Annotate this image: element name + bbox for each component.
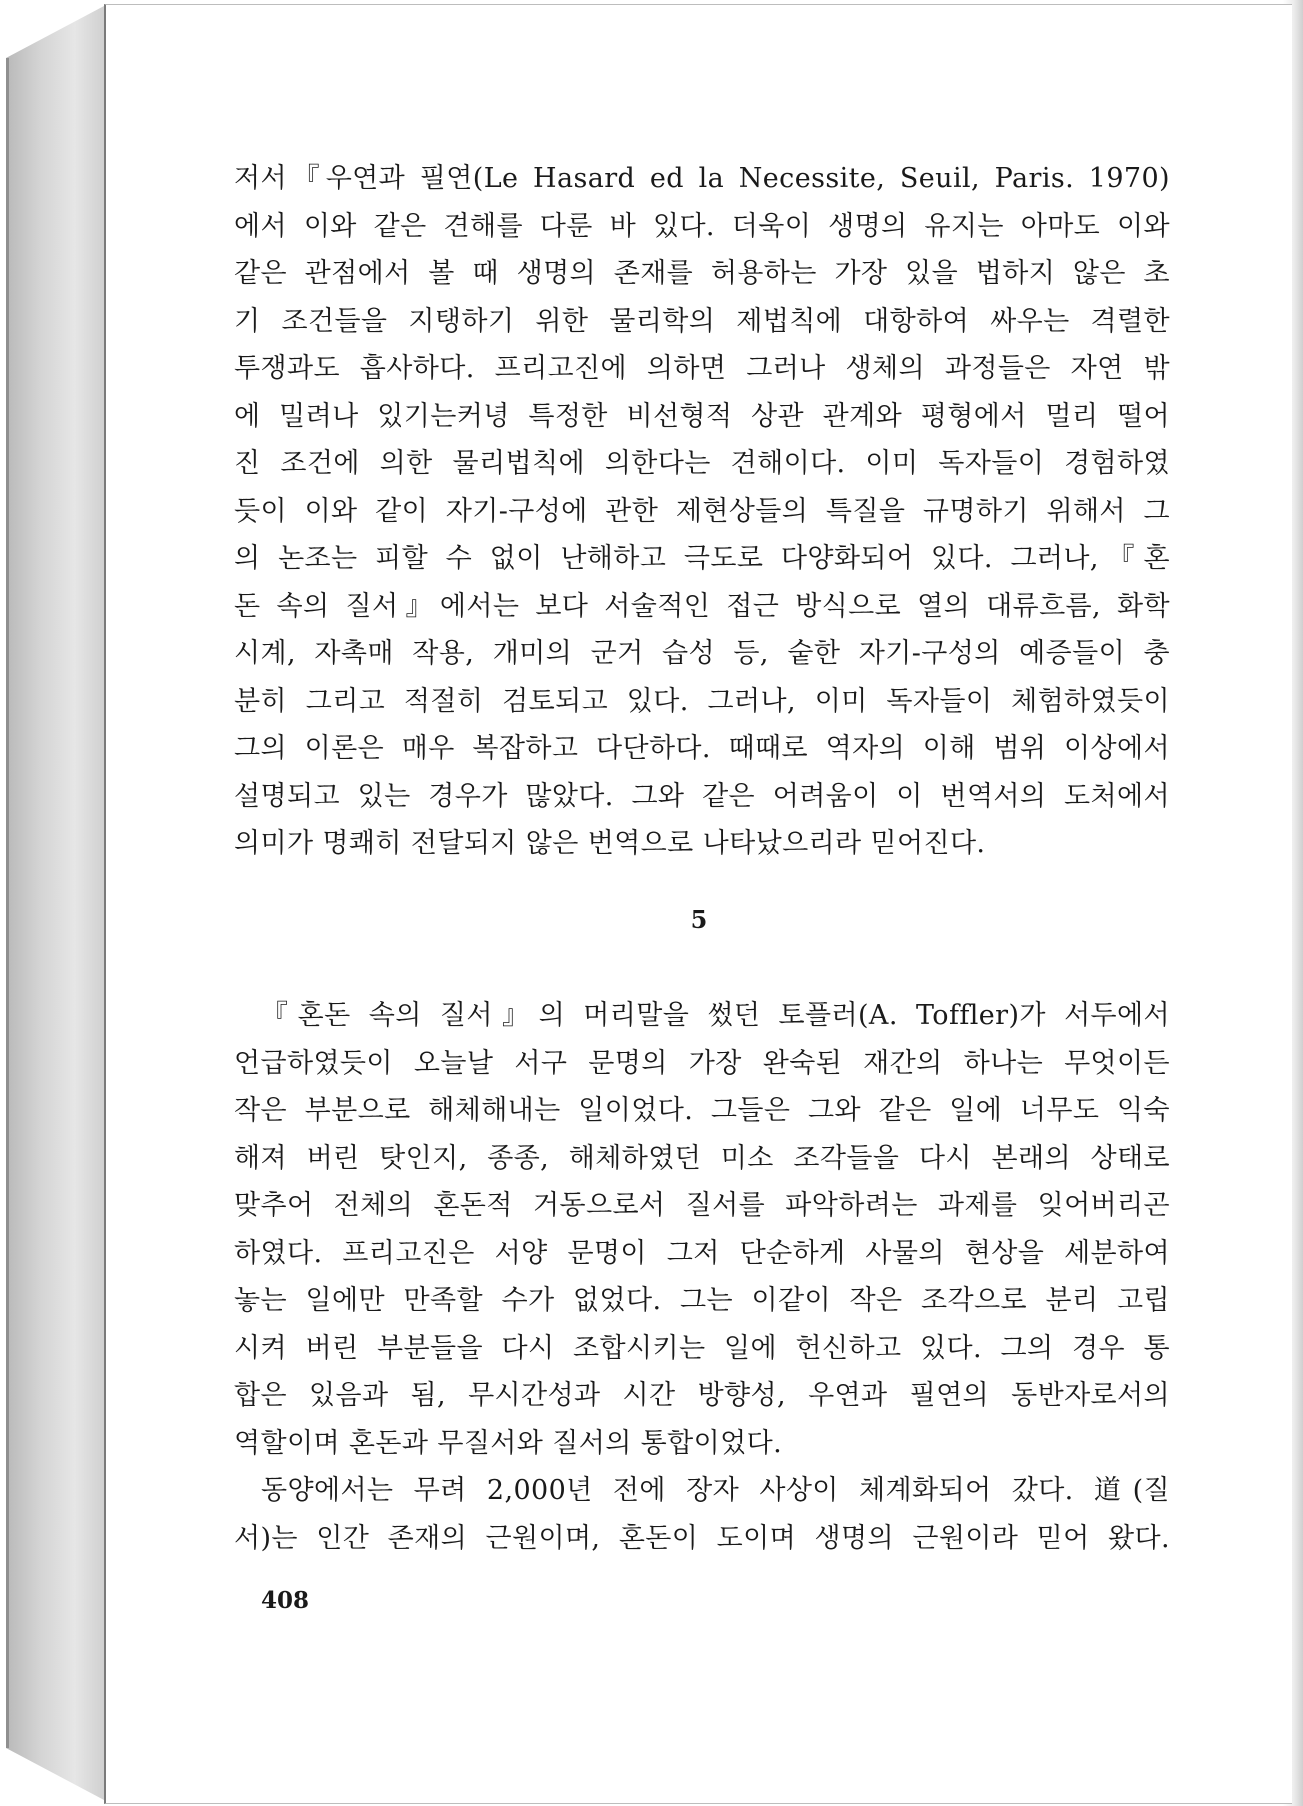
text-line: 합은 있음과 됨, 무시간성과 시간 방향성, 우연과 필연의 동반자로서의 <box>234 1380 1170 1411</box>
text-line: 진 조건에 의한 물리법칙에 의한다는 견해이다. 이미 독자들이 경험하였 <box>234 448 1170 479</box>
text-line: 언급하였듯이 오늘날 서구 문명의 가장 완숙된 재간의 하나는 무엇이든 <box>234 1047 1170 1079</box>
section-number: 5 <box>690 905 708 934</box>
text-line: 돈 속의 질서』에서는 보다 서술적인 접근 방식으로 열의 대류흐름, 화학 <box>234 590 1170 622</box>
paragraph-toffler <box>234 992 1170 1467</box>
text-line: 기 조건들을 지탱하기 위한 물리학의 제법칙에 대항하여 싸우는 격렬한 <box>234 305 1170 337</box>
text-line: 작은 부분으로 해체해내는 일이었다. 그들은 그와 같은 일에 너무도 익숙 <box>234 1095 1170 1126</box>
paragraph-east <box>234 1467 1170 1562</box>
text-line: 듯이 이와 같이 자기-구성에 관한 제현상들의 특질을 규명하기 위해서 그 <box>234 495 1170 527</box>
text-line: 의미가 명쾌히 전달되지 않은 번역으로 나타났으리라 믿어진다. <box>234 828 986 859</box>
page-number: 408 <box>261 1587 310 1614</box>
text-line: 에서 이와 같은 견해를 다룬 바 있다. 더욱이 생명의 유지는 아마도 이와 <box>234 210 1170 242</box>
text-line: 투쟁과도 흡사하다. 프리고진에 의하면 그러나 생체의 과정들은 자연 밖 <box>234 353 1170 384</box>
text-line: 해져 버린 탓인지, 종종, 해체하였던 미소 조각들을 다시 본래의 상태로 <box>234 1142 1170 1174</box>
text-line: 하였다. 프리고진은 서양 문명이 그저 단순하게 사물의 현상을 세분하여 <box>234 1237 1170 1269</box>
text-line: 역할이며 혼돈과 무질서와 질서의 통합이었다. <box>234 1427 783 1459</box>
text-line: 같은 관점에서 볼 때 생명의 존재를 허용하는 가장 있을 법하지 않은 초 <box>234 258 1170 289</box>
text-line: 그의 이론은 매우 복잡하고 다단하다. 때때로 역자의 이해 범위 이상에서 <box>234 733 1170 764</box>
text-line: 맞추어 전체의 혼돈적 거동으로서 질서를 파악하려는 과제를 잊어버리곤 <box>234 1190 1170 1221</box>
paragraph-continuation <box>234 155 1170 868</box>
text-line: 의 논조는 피할 수 없이 난해하고 극도로 다양화되어 있다. 그러나,『혼 <box>234 543 1170 574</box>
text-line: 서)는 인간 존재의 근원이며, 혼돈이 도이며 생명의 근원이라 믿어 왔다. <box>234 1522 1170 1554</box>
text-line: 저서『우연과 필연(Le Hasard ed la Necessite, Seuil, Paris. 1970) <box>234 163 1170 194</box>
text-line: 시계, 자촉매 작용, 개미의 군거 습성 등, 숱한 자기-구성의 예증들이 충 <box>234 638 1170 669</box>
book-page <box>104 4 1292 1804</box>
text-line: 시켜 버린 부분들을 다시 조합시키는 일에 헌신하고 있다. 그의 경우 통 <box>234 1332 1170 1364</box>
text-line: 분히 그리고 적절히 검토되고 있다. 그러나, 이미 독자들이 체험하였듯이 <box>234 685 1170 717</box>
text-line: 설명되고 있는 경우가 많았다. 그와 같은 어려움이 이 번역서의 도처에서 <box>234 780 1170 812</box>
book-spine <box>6 6 104 1800</box>
text-line: 놓는 일에만 만족할 수가 없었다. 그는 이같이 작은 조각으로 분리 고립 <box>234 1285 1170 1316</box>
text-line: 동양에서는 무려 2,000년 전에 장자 사상이 체계화되어 갔다. 道(질 <box>261 1475 1170 1506</box>
text-line: 에 밀려나 있기는커녕 특정한 비선형적 상관 관계와 평형에서 멀리 떨어 <box>234 400 1170 432</box>
text-line: 『혼돈 속의 질서』의 머리말을 썼던 토플러(A. Toffler)가 서두에서 <box>261 1000 1170 1031</box>
